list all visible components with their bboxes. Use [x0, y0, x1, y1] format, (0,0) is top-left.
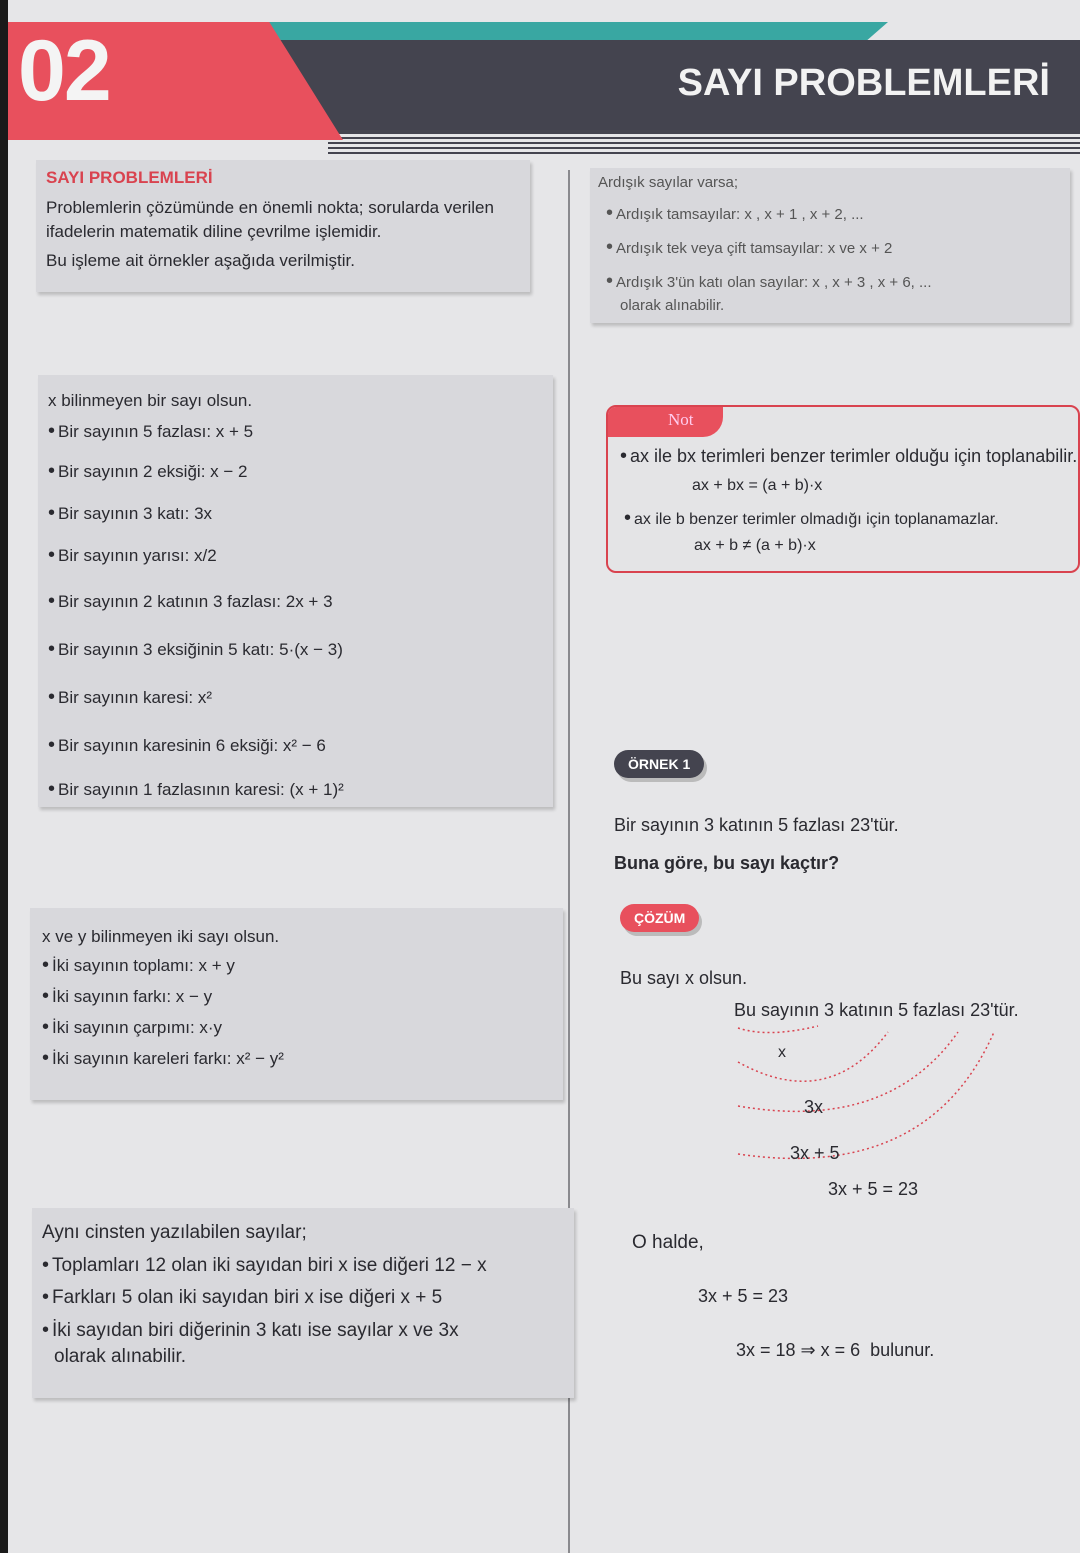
list-item: • Bir sayının 3 eksiğinin 5 katı: 5·(x − 3): [48, 637, 543, 661]
consecutive-heading: Ardışık sayılar varsa;: [598, 174, 739, 191]
solution-eq1: 3x + 5 = 23: [698, 1286, 789, 1306]
step-equation: 3x + 5 = 23: [828, 1179, 919, 1199]
list-item: • Bir sayının 3 katı: 3x: [48, 501, 543, 525]
list-item: • Ardışık tek veya çift tamsayılar: x ve x + 2: [606, 233, 1062, 261]
list-item: • Farkları 5 olan iki sayıdan biri x ise diğeri x + 5: [42, 1283, 564, 1312]
same-kind-footer: olarak alınabilir.: [54, 1346, 187, 1368]
solution-badge: ÇÖZÜM: [620, 904, 699, 932]
note-label: Not: [608, 407, 723, 437]
chapter-number: 02: [18, 23, 110, 119]
note-item: • ax ile bx terimleri benzer terimler olduğu için toplanabilir.: [620, 445, 1077, 468]
solution-arrows: [728, 1022, 1018, 1172]
example-badge: ÖRNEK 1: [614, 750, 704, 778]
list-item: • İki sayının toplamı: x + y: [42, 953, 551, 978]
step-3x-plus-5: 3x + 5: [790, 1143, 840, 1163]
two-variable-box: [30, 908, 563, 1100]
list-item: • İki sayıdan biri diğerinin 3 katı ise sayılar x ve 3x: [42, 1316, 564, 1345]
step-x: x: [778, 1044, 786, 1061]
chapter-title: SAYI PROBLEMLERİ: [677, 62, 1050, 104]
two-var-heading: x ve y bilinmeyen iki sayı olsun.: [42, 927, 280, 946]
note-box: [606, 405, 1080, 573]
consecutive-footer: olarak alınabilir.: [620, 297, 725, 314]
one-variable-box: [38, 375, 553, 807]
note-item: • ax ile b benzer terimler olmadığı için toplanamazlar.: [624, 507, 999, 530]
header-lines: [328, 132, 1080, 154]
same-kind-heading: Aynı cinsten yazılabilen sayılar;: [42, 1222, 307, 1243]
solution-then: O halde,: [632, 1232, 704, 1253]
list-item: • Bir sayının 2 eksiği: x − 2: [48, 459, 543, 483]
list-item: • Bir sayının yarısı: x/2: [48, 543, 543, 567]
list-item: • Bir sayının 1 fazlasının karesi: (x + 1)²: [48, 777, 543, 801]
solution-eq2: 3x = 18 ⇒ x = 6 bulunur.: [736, 1340, 935, 1360]
consecutive-box: [590, 168, 1070, 323]
note-formula: ax + b ≠ (a + b)·x: [694, 537, 816, 554]
intro-text: Problemlerin çözümünde en önemli nokta; sorularda verilen ifadelerin matematik diline çevrilme işlemidir.: [46, 197, 494, 241]
list-item: • Bir sayının 5 fazlası: x + 5: [48, 419, 543, 443]
solution-let: Bu sayı x olsun.: [620, 968, 748, 988]
list-item: • İki sayının çarpımı: x·y: [42, 1015, 551, 1040]
list-item: • İki sayının kareleri farkı: x² − y²: [42, 1046, 551, 1071]
list-item: • Bir sayının karesinin 6 eksiği: x² − 6: [48, 733, 543, 757]
list-item: • Toplamları 12 olan iki sayıdan biri x ise diğeri 12 − x: [42, 1251, 564, 1280]
list-item: • Bir sayının 2 katının 3 fazlası: 2x + 3: [48, 589, 543, 613]
intro-box: [36, 160, 530, 292]
intro-heading: SAYI PROBLEMLERİ: [46, 168, 213, 187]
list-item: • Ardışık tamsayılar: x , x + 1 , x + 2, ...: [606, 199, 1062, 227]
list-item: • İki sayının farkı: x − y: [42, 984, 551, 1009]
same-kind-box: [32, 1208, 574, 1398]
step-3x: 3x: [804, 1097, 824, 1117]
example-ask: Buna göre, bu sayı kaçtır?: [614, 853, 840, 873]
list-item: • Ardışık 3'ün katı olan sayılar: x , x + 3 , x + 6, ...: [606, 267, 1062, 295]
list-item: • Bir sayının karesi: x²: [48, 685, 543, 709]
one-var-heading: x bilinmeyen bir sayı olsun.: [48, 391, 253, 410]
example-question: Bir sayının 3 katının 5 fazlası 23'tür.: [614, 815, 899, 835]
textbook-page: [8, 0, 1080, 1553]
intro-text-2: Bu işleme ait örnekler aşağıda verilmiştir.: [46, 251, 355, 271]
solution-sentence: Bu sayının 3 katının 5 fazlası 23'tür.: [734, 1000, 1019, 1020]
note-formula: ax + bx = (a + b)·x: [692, 477, 823, 494]
